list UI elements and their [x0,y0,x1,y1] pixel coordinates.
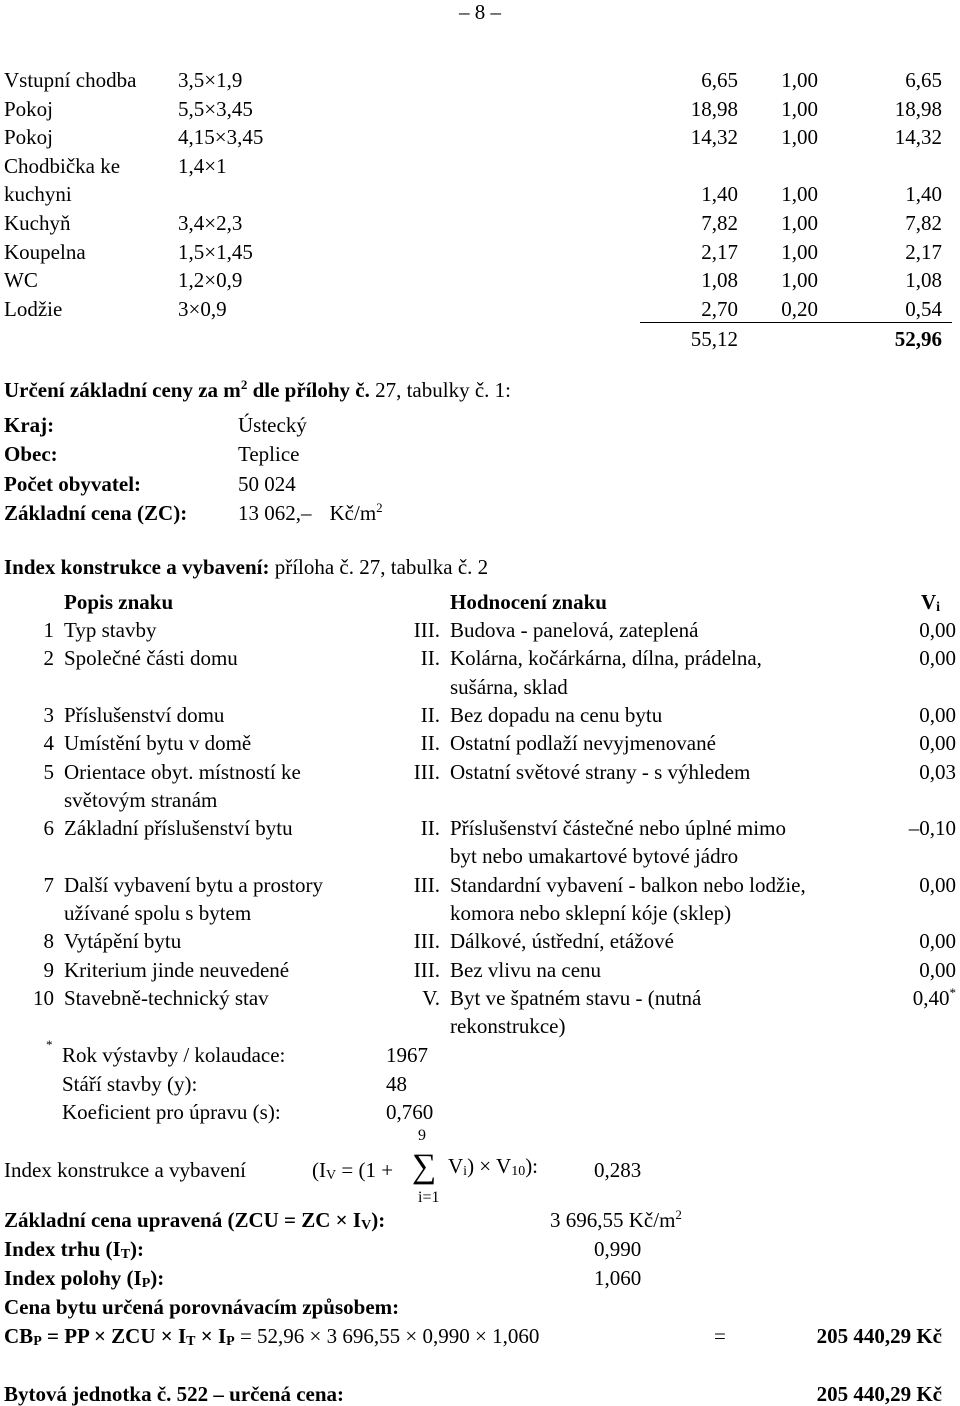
comparison-equals: = [714,1324,726,1348]
room-dimensions: 5,5×3,45 [178,96,253,121]
room-coefficient: 1,00 [781,268,818,293]
index-row-rating: Dálkové, ústřední, etážové [450,929,674,954]
index-row-value [860,872,956,897]
base-price-value-text: 50 024 [238,471,296,496]
header-sign: Popis znaku [64,590,174,614]
room-area: 6,65 [701,68,738,92]
total-result: 52,96 [894,327,942,351]
room-name: kuchyni [4,182,72,207]
index-row-rating: Kolárna, kočárkárna, dílna, prádelna, [450,646,762,671]
formula-value: 0,283 [594,1158,642,1182]
room-dimensions: 1,5×1,45 [178,239,253,264]
index-row-description: Společné části domu [64,646,238,671]
summary-label [4,1268,164,1289]
room-coefficient: 1,00 [781,125,818,150]
index-row-rating: Bez dopadu na cenu bytu [450,702,663,727]
index-row-class: III. [413,957,440,982]
index-row-description: Příslušenství domu [64,702,225,727]
index-row-rating: sušárna, sklad [450,674,568,699]
index-row-rating: Ostatní světové strany - s výhledem [450,759,751,784]
sum-lower-limit: i=1 [418,1189,440,1206]
summary-label-sub: T [120,1247,131,1262]
footnote-value: 1967 [386,1043,428,1067]
summary-label-end: ): [130,1237,145,1261]
index-row-rating: rekonstrukce) [450,1014,566,1039]
index-row-value [860,648,956,669]
index-row-value-text: 0,00 [919,929,956,954]
header-rating: Hodnocení znaku [450,590,607,614]
base-price-unit-sup: 2 [376,499,383,515]
footnote-label: Stáří stavby (y): [62,1071,198,1096]
room-result: 18,98 [894,96,942,121]
index-row-number: 5 [43,759,54,784]
index-row-value [860,957,956,982]
index-row-description: Stavebně-technický stav [64,985,269,1010]
comparison-formula: $CB_P$ = PP × ZCU × $I_T \times I_P = 52,96 \times 3$ 696,55 × 0,990 × 1,060 [4,1324,540,1349]
base-price-unit: Kč/m [329,500,377,525]
room-dimensions: 1,2×0,9 [178,268,243,293]
index-row-value [860,702,956,727]
index-row-number: 1 [43,618,54,642]
summary-label-end: ): [371,1208,386,1232]
index-row-value-text: 0,00 [919,957,956,982]
index-row-class: V. [422,985,440,1010]
index-row-value [860,818,956,839]
summary-label-text: Základní cena upravená (ZCU = ZC × I [4,1208,362,1232]
summary-label-sub: P [141,1276,151,1291]
room-area: 2,70 [701,296,738,321]
index-row-description: Kriterium jinde neuvedené [64,957,290,982]
room-area: 1,08 [701,268,738,293]
index-row-description: Umístění bytu v domě [64,731,252,756]
room-coefficient: 1,00 [781,182,818,207]
summary-label-text: Index trhu (I [4,1237,121,1261]
index-row-number: 7 [43,872,54,897]
room-area: 1,40 [701,182,738,207]
index-row-value-text: 0,40 [912,985,950,1010]
room-coefficient: 1,00 [781,239,818,264]
room-result: 7,82 [905,211,942,235]
base-price-value [238,444,300,465]
room-name: Pokoj [4,125,54,150]
footnote-label: Rok výstavby / kolaudace: [62,1043,286,1067]
index-row-description: Další vybavení bytu a prostory [64,872,323,897]
room-area: 2,17 [701,239,738,264]
index-row-value [860,931,956,952]
index-row-number: 3 [43,702,54,727]
summary-label-sub: V [361,1218,372,1233]
index-row-class: II. [420,816,440,841]
room-dimensions: 4,15×3,45 [178,125,264,150]
room-name: Lodžie [4,296,63,321]
summary-label-end: ): [150,1266,165,1290]
room-result: 2,17 [905,239,942,264]
base-price-value [238,499,383,525]
comparison-heading: Cena bytu určená porovnávacím způsobem: [4,1295,400,1319]
base-price-value-text: 13 062,– [238,500,312,525]
index-row-description: Vytápění bytu [64,929,182,954]
room-name: Kuchyň [4,211,71,235]
index-row-rating: Budova - panelová, zateplená [450,618,699,642]
base-price-label: Kraj: [4,413,55,437]
index-row-value-text: 0,00 [919,702,956,727]
summary-value [594,1239,641,1260]
sum-sigma-icon: ∑ [412,1148,437,1185]
index-row-number: 2 [43,646,54,671]
index-heading: Index konstrukce a vybavení: příloha č. 27, tabulka č. 2 [4,555,489,579]
comparison-result: 205 440,29 Kč [816,1324,942,1348]
final-label: Bytová jednotka č. 522 – určená cena: [4,1382,345,1406]
room-result: 0,54 [905,296,942,321]
base-price-label: Základní cena (ZC): [4,500,188,525]
sum-upper-limit: 9 [418,1127,426,1144]
base-price-label: Počet obyvatel: [4,471,142,496]
index-row-number: 6 [43,816,54,841]
base-price-label: Obec: [4,442,58,467]
index-row-rating: Standardní vybavení - balkon nebo lodžie, [450,872,806,897]
index-row-class: II. [420,702,440,727]
room-coefficient: 0,20 [781,296,818,321]
formula-label: Index konstrukce a vybavení [4,1158,247,1182]
summary-value-text: 1,060 [594,1266,642,1290]
room-name: Pokoj [4,96,54,121]
footnote-value: 48 [386,1071,407,1096]
final-value: 205 440,29 Kč [816,1382,942,1406]
index-row-value-text: 0,00 [919,618,956,642]
index-row-value-text: –0,10 [908,816,956,841]
index-row-class: III. [413,759,440,784]
room-result: 1,40 [905,182,942,207]
table-total-divider [640,322,952,323]
index-row-class: III. [413,618,440,642]
room-area: 18,98 [690,96,738,121]
index-row-number: 4 [43,731,54,756]
base-price-value-text: Teplice [238,442,300,467]
index-row-value [860,984,956,1010]
room-result: 6,65 [905,68,942,92]
page-number: – 8 – [459,0,501,24]
index-row-value [860,620,956,641]
formula-expression: ($I_V = (1$ + [312,1158,394,1183]
index-row-rating: Bez vlivu na cenu [450,957,602,982]
index-row-rating: Příslušenství částečné nebo úplné mimo [450,816,786,841]
footnote-label: Koeficient pro úpravu (s): [62,1100,281,1124]
room-dimensions: 3×0,9 [178,296,227,321]
index-row-value-text: 0,00 [919,872,956,897]
room-name: Vstupní chodba [4,68,137,92]
index-row-value-text: 0,00 [919,646,956,671]
room-area: 14,32 [690,125,738,150]
room-dimensions: 3,4×2,3 [178,211,243,235]
index-row-value [860,733,956,754]
index-row-value-star: * [949,984,956,1000]
room-name: Chodbička ke [4,153,121,178]
summary-value [550,1207,682,1232]
summary-label [4,1239,144,1260]
index-row-value-text: 0,00 [919,731,956,756]
base-price-value [238,415,307,436]
room-dimensions: 1,4×1 [178,153,227,178]
index-row-number: 8 [43,929,54,954]
room-result: 14,32 [894,125,942,150]
room-name: WC [4,268,38,293]
summary-value [594,1268,641,1289]
index-row-class: III. [413,929,440,954]
room-dimensions: 3,5×1,9 [178,68,243,92]
room-area: 7,82 [701,211,738,235]
room-coefficient: 1,00 [781,211,818,235]
base-price-heading: Určení základní ceny za $m^2$ dle přílohy č. 27, tabulky č. 1: [4,377,511,402]
header-v: $V_i$ [920,590,940,615]
room-name: Koupelna [4,239,86,264]
index-row-class: II. [420,731,440,756]
index-row-number: 10 [33,985,54,1010]
index-row-description: světovým stranám [64,787,218,812]
footnote-star: * [46,1037,53,1052]
index-row-rating: komora nebo sklepní kóje (sklep) [450,901,732,925]
index-row-rating: Ostatní podlaží nevyjmenované [450,731,716,756]
total-area: 55,12 [690,327,738,351]
footnote-value: 0,760 [386,1100,434,1124]
index-row-class: II. [420,646,440,671]
index-row-number: 9 [43,957,54,982]
summary-value-text: 3 696,55 Kč/m [550,1208,676,1232]
base-price-value-text: Ústecký [238,413,307,437]
formula-vi: $V_i) \times V_{10}$): [448,1154,539,1179]
index-row-description: Orientace obyt. místností ke [64,759,301,784]
summary-value-sup: 2 [675,1207,682,1222]
room-coefficient: 1,00 [781,96,818,121]
index-row-value-text: 0,03 [919,759,956,784]
index-row-value [860,759,956,784]
room-result: 1,08 [905,268,942,293]
index-row-description: užívané spolu s bytem [64,901,252,925]
summary-value-text: 0,990 [594,1237,642,1261]
index-row-description: Základní příslušenství bytu [64,816,293,841]
index-row-description: Typ stavby [64,618,157,642]
base-price-value [238,471,296,496]
index-row-class: III. [413,872,440,897]
index-row-rating: byt nebo umakartové bytové jádro [450,844,739,869]
summary-label [4,1210,385,1231]
room-coefficient: 1,00 [781,68,818,92]
index-row-rating: Byt ve špatném stavu - (nutná [450,985,702,1010]
summary-label-text: Index polohy (I [4,1266,142,1290]
